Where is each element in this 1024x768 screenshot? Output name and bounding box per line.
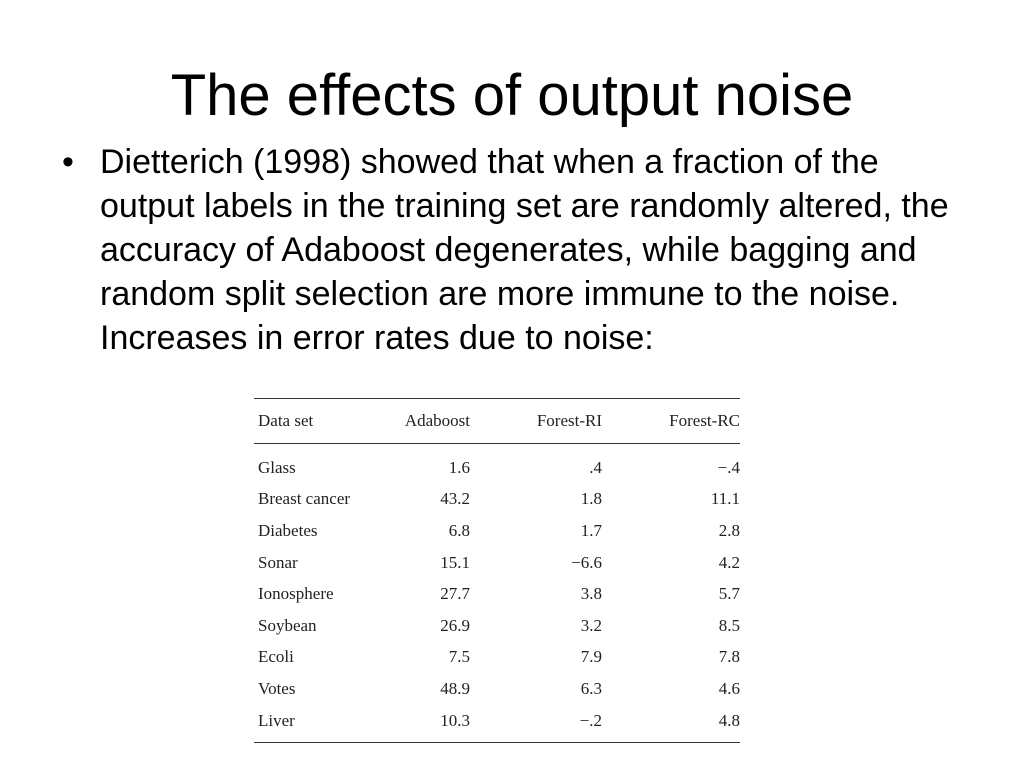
table-cell: Votes xyxy=(258,678,296,698)
table-cell: Soybean xyxy=(258,615,317,635)
table-row xyxy=(254,610,740,642)
table-cell: Ionosphere xyxy=(258,584,334,604)
table-cell: 1.8 xyxy=(580,489,602,509)
header-cell: Forest-RC xyxy=(602,399,740,444)
table-cell: Glass xyxy=(258,457,296,477)
table-cell: 8.5 xyxy=(718,615,740,635)
table-cell: −.4 xyxy=(717,457,740,477)
table-cell: Liver xyxy=(254,705,398,743)
table-cell: Sonar xyxy=(258,552,298,572)
table-cell: 1.7 xyxy=(580,520,602,540)
table-row xyxy=(254,547,740,579)
table-cell: 7.9 xyxy=(580,647,602,667)
table-cell: 1.6 xyxy=(448,457,470,477)
table-cell: −.2 xyxy=(470,705,602,743)
table-row xyxy=(254,642,740,674)
table-cell: 11.1 xyxy=(710,489,740,509)
table-cell: 2.8 xyxy=(718,520,740,540)
table-cell: 6.3 xyxy=(580,678,602,698)
table-cell: 10.3 xyxy=(398,705,470,743)
table-row xyxy=(254,484,740,516)
header-cell: Adaboost xyxy=(398,399,470,444)
header-cell: Data set xyxy=(254,399,398,444)
table-cell: 48.9 xyxy=(440,678,470,698)
table-cell: Breast cancer xyxy=(258,489,351,509)
table-cell: 6.8 xyxy=(448,520,470,540)
table-cell: 4.8 xyxy=(602,705,740,743)
table-cell: 26.9 xyxy=(440,615,470,635)
slide-title: The effects of output noise xyxy=(170,63,854,128)
table-cell: 15.1 xyxy=(440,552,470,572)
table-cell: 7.5 xyxy=(448,647,470,667)
bullet-text: Dietterich (1998) showed that when a fraction of the output labels in the training set are randomly altered, the accuracy of Adaboost degenerates, while bagging and random split selection are more immune to the noise. Increases in error rates due to noise: xyxy=(100,143,949,357)
header-cell: Forest-RI xyxy=(470,399,602,444)
table-cell: Diabetes xyxy=(258,520,318,540)
table-cell: 4.6 xyxy=(718,678,740,698)
table-cell: .4 xyxy=(589,457,602,477)
table-row xyxy=(254,578,740,610)
table-cell: 5.7 xyxy=(718,584,740,604)
table-cell: 7.8 xyxy=(718,647,740,667)
noise-error-table xyxy=(254,398,740,743)
table-cell: 43.2 xyxy=(440,489,470,509)
table-row xyxy=(254,515,740,547)
table-cell: 27.7 xyxy=(440,584,470,604)
table-row xyxy=(254,673,740,705)
table-row xyxy=(254,705,740,743)
table-header-row xyxy=(254,399,740,444)
table-cell: −6.6 xyxy=(571,552,602,572)
table-cell: 3.2 xyxy=(580,615,602,635)
table-row xyxy=(254,444,740,484)
bullet-item xyxy=(62,140,962,360)
table-cell: 3.8 xyxy=(580,584,602,604)
bullet-icon: • xyxy=(62,143,74,181)
table-cell: 4.2 xyxy=(718,552,740,572)
table-cell: Ecoli xyxy=(258,647,294,667)
